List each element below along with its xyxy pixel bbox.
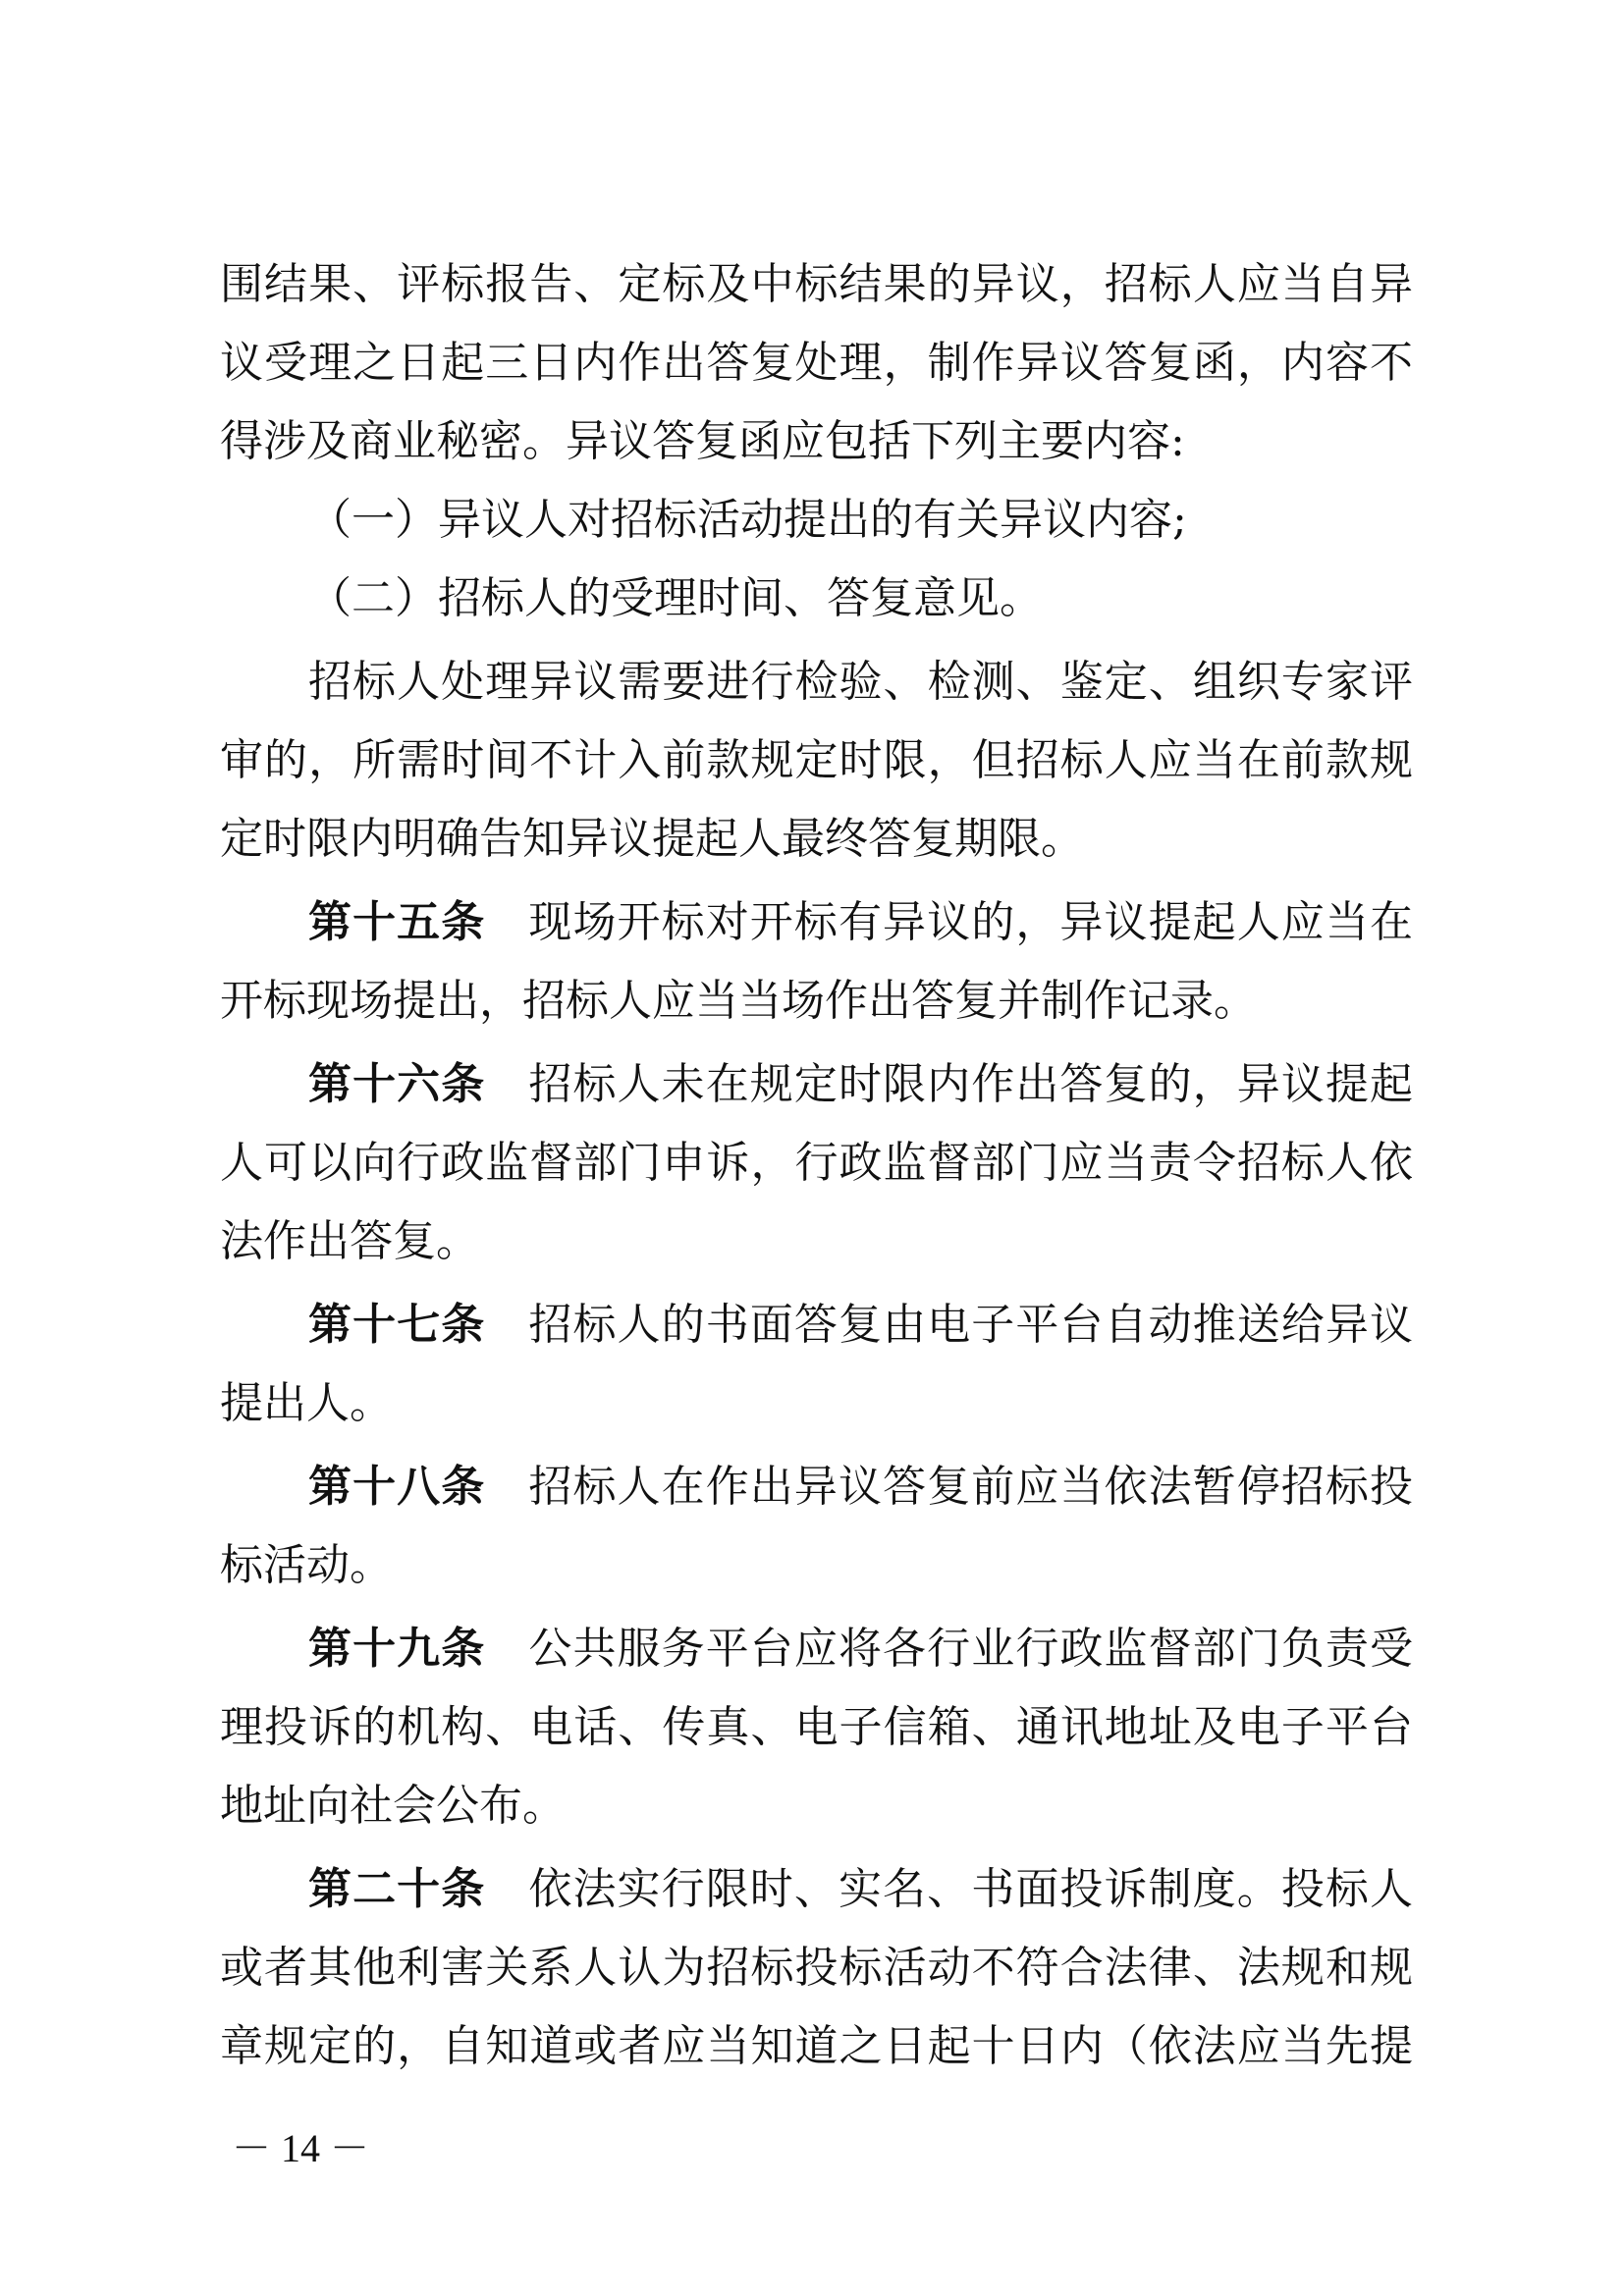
paragraph-line: 标活动。: [220, 1540, 393, 1590]
paragraph-line: 提出人。: [220, 1378, 393, 1428]
article-19-line: [308, 1622, 1413, 1677]
article-15-number: 第十五条: [308, 897, 486, 947]
paragraph-line: 法作出答复。: [220, 1216, 479, 1266]
list-item: （二）招标人的受理时间、答复意见。: [308, 573, 1043, 623]
article-16-number: 第十六条: [308, 1059, 486, 1109]
paragraph-line: 围结果、评标报告、定标及中标结果的异议，招标人应当自异: [220, 259, 1413, 309]
article-20-text: 依法实行限时、实名、书面投诉制度。投标人: [528, 1864, 1413, 1914]
article-19-text: 公共服务平台应将各行业行政监督部门负责受: [528, 1624, 1413, 1674]
article-20-line: [308, 1862, 1413, 1917]
paragraph-line: 地址向社会公布。: [220, 1781, 566, 1831]
page-number: － 14 －: [232, 2126, 369, 2170]
article-17-line: [308, 1298, 1413, 1353]
paragraph-line: 招标人处理异议需要进行检验、检测、鉴定、组织专家评: [308, 657, 1413, 707]
paragraph-line: 议受理之日起三日内作出答复处理，制作异议答复函，内容不: [220, 338, 1413, 388]
article-16-text: 招标人未在规定时限内作出答复的，异议提起: [528, 1059, 1413, 1109]
article-15-line: [308, 895, 1413, 950]
article-20-number: 第二十条: [308, 1864, 486, 1914]
article-19-number: 第十九条: [308, 1624, 486, 1674]
list-item: （一）异议人对招标活动提出的有关异议内容;: [308, 495, 1187, 545]
article-18-text: 招标人在作出异议答复前应当依法暂停招标投: [528, 1462, 1413, 1512]
paragraph-line: 审的，所需时间不计入前款规定时限，但招标人应当在前款规: [220, 735, 1413, 785]
article-18-line: [308, 1460, 1413, 1515]
article-15-text: 现场开标对开标有异议的，异议提起人应当在: [528, 897, 1413, 947]
paragraph-line: 章规定的，自知道或者应当知道之日起十日内（依法应当先提: [220, 2021, 1413, 2071]
article-18-number: 第十八条: [308, 1462, 486, 1512]
paragraph-line: 开标现场提出，招标人应当当场作出答复并制作记录。: [220, 976, 1257, 1026]
paragraph-line: 人可以向行政监督部门申诉，行政监督部门应当责令招标人依: [220, 1138, 1413, 1188]
article-16-line: [308, 1057, 1413, 1112]
paragraph-line: 得涉及商业秘密。异议答复函应包括下列主要内容:: [220, 416, 1185, 466]
article-17-number: 第十七条: [308, 1300, 486, 1350]
paragraph-line: 理投诉的机构、电话、传真、电子信箱、通讯地址及电子平台: [220, 1702, 1413, 1752]
paragraph-line: 定时限内明确告知异议提起人最终答复期限。: [220, 814, 1084, 864]
article-17-text: 招标人的书面答复由电子平台自动推送给异议: [528, 1300, 1413, 1350]
paragraph-line: 或者其他利害关系人认为招标投标活动不符合法律、法规和规: [220, 1943, 1413, 1993]
